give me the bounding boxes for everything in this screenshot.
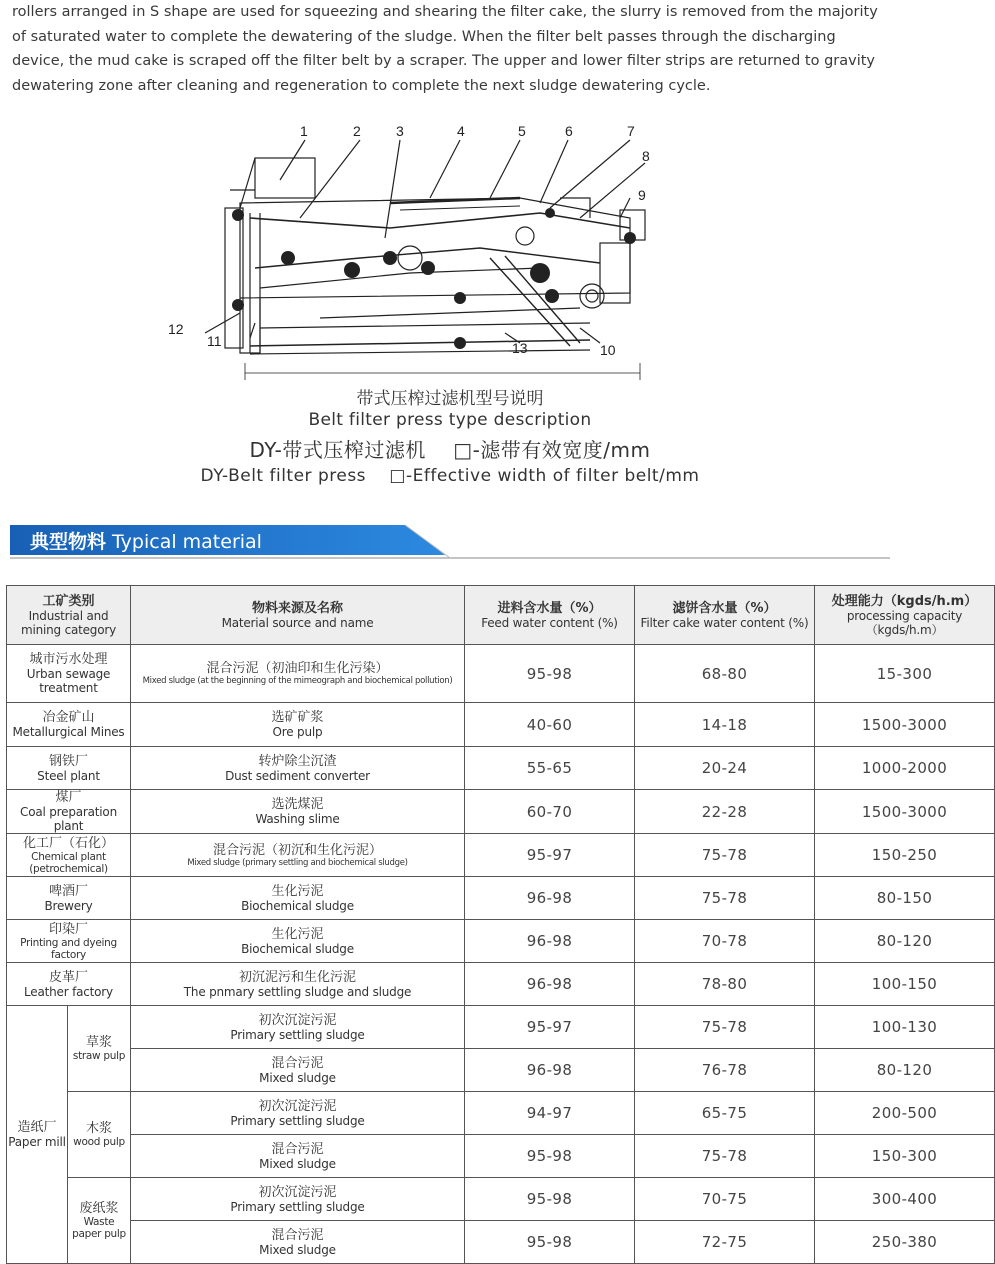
caption-model-en: DY-Belt filter press □-Effective width of filter belt/mm xyxy=(200,466,700,486)
material-cell: 初次沉淀污泥 Primary settling sludge xyxy=(131,1178,465,1221)
section-title-en: Typical material xyxy=(112,531,262,553)
category-cell: 化工厂（石化） Chemical plant (petrochemical) xyxy=(7,834,131,877)
feed-water-cell: 96-98 xyxy=(465,877,635,920)
cake-water-cell: 76-78 xyxy=(635,1049,815,1092)
category-cell: 城市污水处理 Urban sewage treatment xyxy=(7,645,131,703)
table-row xyxy=(7,645,995,703)
section-title-zh: 典型物料 xyxy=(30,531,107,553)
category-cell: 皮革厂 Leather factory xyxy=(7,963,131,1006)
table-row xyxy=(7,920,995,963)
caption-title-en: Belt filter press type description xyxy=(308,410,592,430)
diagram-label-3: 3 xyxy=(396,123,404,139)
cake-water-cell: 75-78 xyxy=(635,1135,815,1178)
cake-water-cell: 14-18 xyxy=(635,703,815,747)
feed-water-cell: 96-98 xyxy=(465,1049,635,1092)
capacity-cell: 80-150 xyxy=(815,877,995,920)
capacity-cell: 250-380 xyxy=(815,1221,995,1264)
capacity-cell: 1000-2000 xyxy=(815,747,995,790)
feed-water-cell: 94-97 xyxy=(465,1092,635,1135)
feed-water-cell: 40-60 xyxy=(465,703,635,747)
table-row xyxy=(7,703,995,747)
feed-water-cell: 95-97 xyxy=(465,834,635,877)
section-title xyxy=(30,530,262,554)
category-cell: 钢铁厂 Steel plant xyxy=(7,747,131,790)
intro-paragraph: rollers arranged in S shape are used for squeezing and shearing the filter cake, the slurry is removed from the majority of saturated water to complete the dewatering of the sludge. When the filter belt passes through the discharging device, the mud cake is scraped off the filter belt by a scraper. The upper and lower filter strips are returned to gravity dewatering zone after cleaning and regeneration to complete the next sludge dewatering cycle. xyxy=(12,4,878,94)
caption-model-zh: DY-带式压榨过滤机 □-滤带有效宽度/mm xyxy=(249,438,651,462)
material-cell: 生化污泥 Biochemical sludge xyxy=(131,920,465,963)
feed-water-cell: 55-65 xyxy=(465,747,635,790)
table-row xyxy=(7,1135,995,1178)
feed-water-cell: 96-98 xyxy=(465,963,635,1006)
diagram-label-2: 2 xyxy=(353,123,361,139)
feed-water-cell: 96-98 xyxy=(465,920,635,963)
cake-water-cell: 20-24 xyxy=(635,747,815,790)
capacity-cell: 1500-3000 xyxy=(815,790,995,834)
category-cell: 煤厂 Coal preparation plant xyxy=(7,790,131,834)
header-category: 工矿类别 Industrial and mining category xyxy=(7,586,131,645)
table-row xyxy=(7,1049,995,1092)
category-cell: 冶金矿山 Metallurgical Mines xyxy=(7,703,131,747)
capacity-cell: 200-500 xyxy=(815,1092,995,1135)
capacity-cell: 80-120 xyxy=(815,920,995,963)
table-header-row xyxy=(7,586,995,645)
table-row xyxy=(7,1178,995,1221)
header-material: 物料来源及名称 Material source and name xyxy=(131,586,465,645)
table-row xyxy=(7,747,995,790)
cake-water-cell: 75-78 xyxy=(635,877,815,920)
material-cell: 混合污泥 Mixed sludge xyxy=(131,1135,465,1178)
diagram-label-5: 5 xyxy=(518,123,526,139)
header-capacity: 处理能力（kgds/h.m） processing capacity（kgds/h.m） xyxy=(815,586,995,645)
table-row xyxy=(7,963,995,1006)
table-row xyxy=(7,1092,995,1135)
material-cell: 初次沉淀污泥 Primary settling sludge xyxy=(131,1092,465,1135)
cake-water-cell: 72-75 xyxy=(635,1221,815,1264)
diagram-label-8: 8 xyxy=(642,148,650,164)
material-cell: 转炉除尘沉渣 Dust sediment converter xyxy=(131,747,465,790)
header-feed-water: 进料含水量（%） Feed water content (%) xyxy=(465,586,635,645)
cake-water-cell: 75-78 xyxy=(635,834,815,877)
diagram-label-4: 4 xyxy=(457,123,465,139)
feed-water-cell: 95-98 xyxy=(465,1221,635,1264)
capacity-cell: 150-250 xyxy=(815,834,995,877)
diagram-label-13: 13 xyxy=(512,340,528,356)
material-cell: 初沉泥污和生化污泥 The pnmary settling sludge and sludge xyxy=(131,963,465,1006)
typical-material-table xyxy=(6,585,995,1264)
material-cell: 混合污泥 Mixed sludge xyxy=(131,1221,465,1264)
paper-subcategory-cell: 木浆 wood pulp xyxy=(68,1092,130,1178)
material-cell: 混合污泥（初沉和生化污泥） Mixed sludge (primary settling and biochemical sludge) xyxy=(131,834,465,877)
cake-water-cell: 68-80 xyxy=(635,645,815,703)
capacity-cell: 150-300 xyxy=(815,1135,995,1178)
material-cell: 选矿矿浆 Ore pulp xyxy=(131,703,465,747)
category-cell: 印染厂 Printing and dyeing factory xyxy=(7,920,131,963)
capacity-cell: 300-400 xyxy=(815,1178,995,1221)
diagram-label-10: 10 xyxy=(600,342,616,358)
cake-water-cell: 78-80 xyxy=(635,963,815,1006)
material-cell: 选洗煤泥 Washing slime xyxy=(131,790,465,834)
cake-water-cell: 22-28 xyxy=(635,790,815,834)
capacity-cell: 1500-3000 xyxy=(815,703,995,747)
diagram-label-7: 7 xyxy=(627,123,635,139)
capacity-cell: 100-130 xyxy=(815,1006,995,1049)
diagram-label-12: 12 xyxy=(168,321,184,337)
material-cell: 混合污泥（初油印和生化污染） Mixed sludge (at the beginning of the mimeograph and biochemical pollution) xyxy=(131,645,465,703)
capacity-cell: 100-150 xyxy=(815,963,995,1006)
table-row xyxy=(7,1221,995,1264)
cake-water-cell: 70-78 xyxy=(635,920,815,963)
feed-water-cell: 95-98 xyxy=(465,1178,635,1221)
paper-subcategory-cell: 草浆 straw pulp xyxy=(68,1006,130,1092)
feed-water-cell: 95-98 xyxy=(465,1135,635,1178)
capacity-cell: 80-120 xyxy=(815,1049,995,1092)
header-cake-water: 滤饼含水量（%） Filter cake water content (%) xyxy=(635,586,815,645)
capacity-cell: 15-300 xyxy=(815,645,995,703)
cake-water-cell: 75-78 xyxy=(635,1006,815,1049)
paper-subcategory-cell: 废纸浆 Waste paper pulp xyxy=(72,1201,126,1240)
category-cell: 啤酒厂 Brewery xyxy=(7,877,131,920)
material-cell: 生化污泥 Biochemical sludge xyxy=(131,877,465,920)
diagram-label-9: 9 xyxy=(638,187,646,203)
belt-filter-press-diagram xyxy=(160,118,680,380)
caption-title-zh: 带式压榨过滤机型号说明 xyxy=(356,389,544,409)
feed-water-cell: 95-98 xyxy=(465,645,635,703)
diagram-label-6: 6 xyxy=(565,123,573,139)
feed-water-cell: 60-70 xyxy=(465,790,635,834)
material-cell: 混合污泥 Mixed sludge xyxy=(131,1049,465,1092)
table-row xyxy=(7,834,995,877)
table-row xyxy=(7,790,995,834)
paper-mill-category-cell: 造纸厂 Paper mill 草浆 straw pulp 木浆 wood pulp 废纸浆 Waste paper pulp xyxy=(7,1006,131,1264)
cake-water-cell: 70-75 xyxy=(635,1178,815,1221)
diagram-label-11: 11 xyxy=(207,333,222,349)
table-row xyxy=(7,877,995,920)
table-row xyxy=(7,1006,995,1049)
material-cell: 初次沉淀污泥 Primary settling sludge xyxy=(131,1006,465,1049)
diagram-label-1: 1 xyxy=(300,123,308,139)
cake-water-cell: 65-75 xyxy=(635,1092,815,1135)
feed-water-cell: 95-97 xyxy=(465,1006,635,1049)
